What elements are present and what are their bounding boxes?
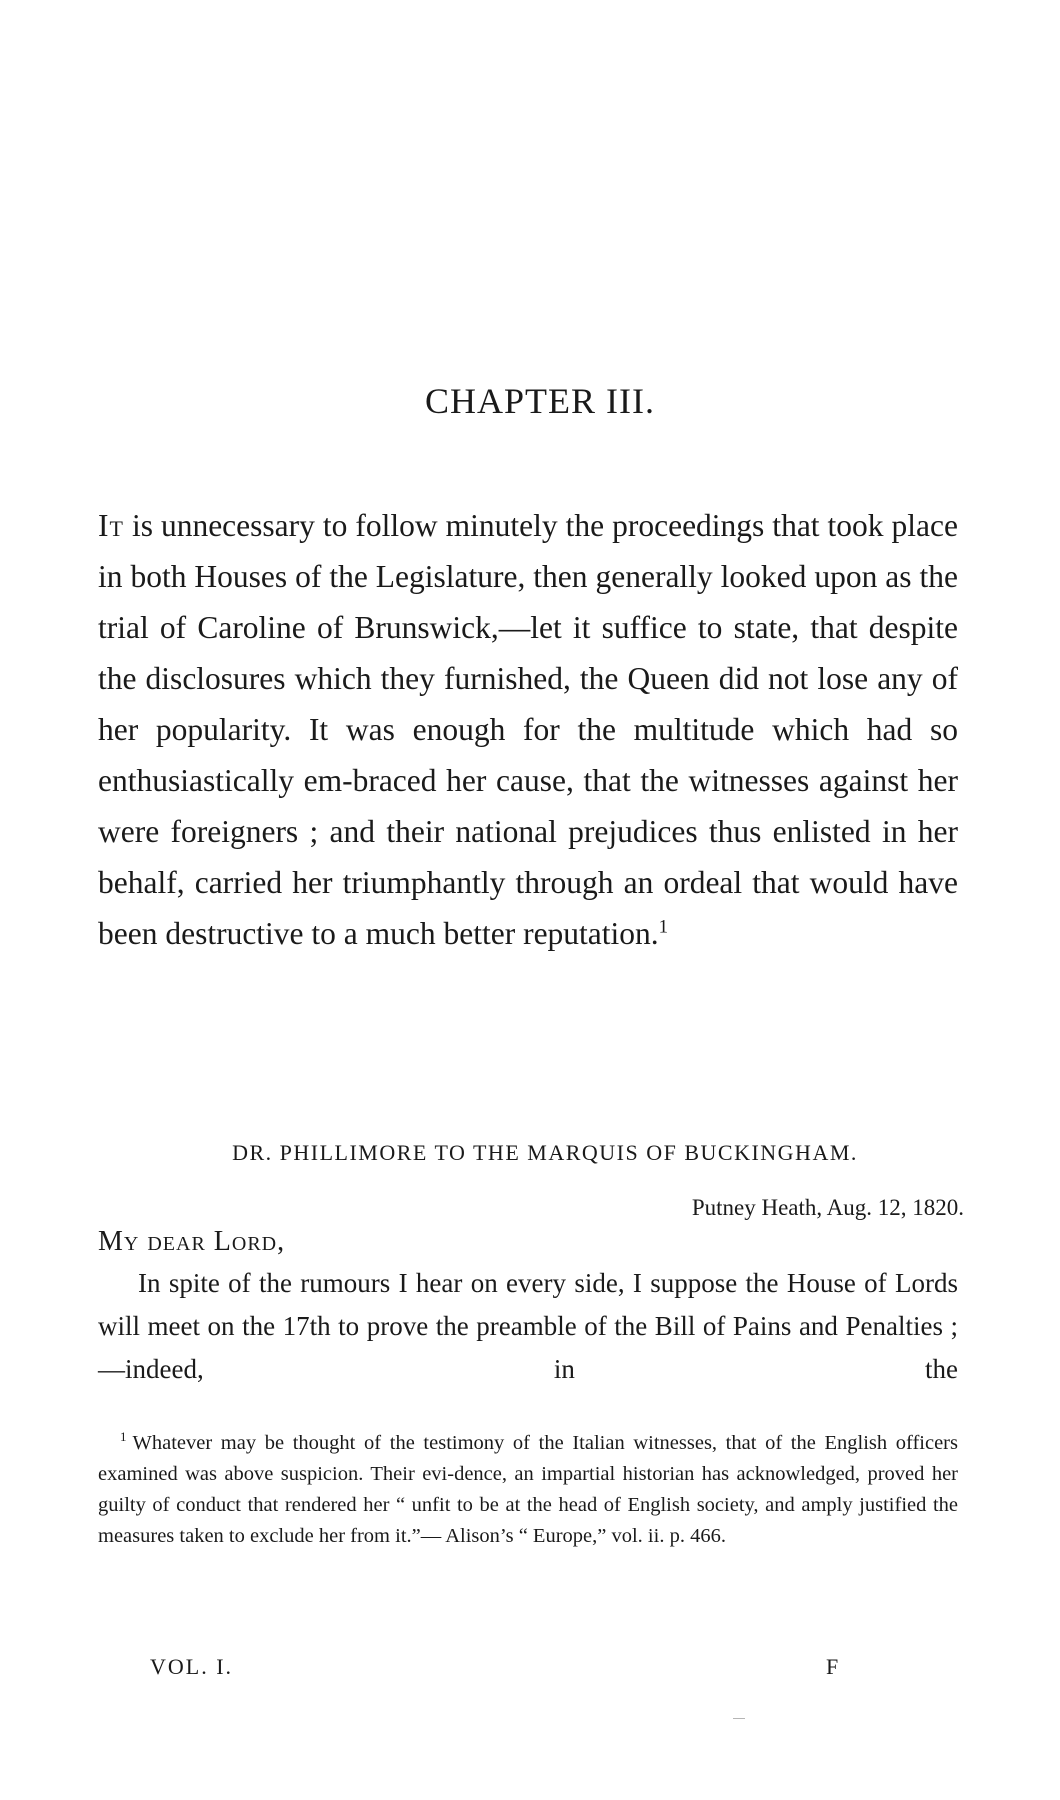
footnote xyxy=(98,1428,958,1552)
print-speck xyxy=(733,1718,745,1719)
letter-dateline: Putney Heath, Aug. 12, 1820. xyxy=(691,1195,964,1220)
letter-salutation: My dear Lord, xyxy=(98,1226,286,1257)
body-paragraph-text: is unnecessary to follow minutely the proceedings that took place in both Houses of the Legislature, then generally looked upon as the trial of Caroline of Brunswick,—let it suffice to state, that despite the disclosures which they furnished, the Queen did not lose any of her popularity. It was enough for the multitude which had so enthusiastically em-braced her cause, that the witnesses against her were foreigners ; and their national prejudices thus enlisted in her behalf, carried her triumphantly through an ordeal that would have been destructive to a much better reputation. xyxy=(98,508,958,951)
footnote-reference: 1 xyxy=(658,916,669,938)
volume-signature: VOL. I. xyxy=(150,1654,234,1679)
letter-body-text: In spite of the rumours I hear on every side, I suppose the House of Lords will meet on the 17th to prove the preamble of the Bill of Pains and Penalties ;—indeed, in the xyxy=(98,1268,958,1384)
opening-word: It xyxy=(98,508,124,543)
footnote-mark: 1 xyxy=(120,1429,127,1445)
footnote-text: Whatever may be thought of the testimony of the Italian witnesses, that of the English officers examined was above suspicion. Their evi-dence, an impartial historian has acknowledged, proved her guilty of conduct that rendered her “ unfit to be at the head of English society, and amply justified the measures taken to exclude her from it.”— Alison’s “ Europe,” vol. ii. p. 466. xyxy=(98,1432,958,1547)
gathering-signature: F xyxy=(826,1654,839,1679)
chapter-title: CHAPTER III. xyxy=(425,381,655,421)
body-paragraph xyxy=(98,500,958,959)
letter-heading: DR. PHILLIMORE TO THE MARQUIS OF BUCKINGHAM. xyxy=(232,1140,858,1165)
